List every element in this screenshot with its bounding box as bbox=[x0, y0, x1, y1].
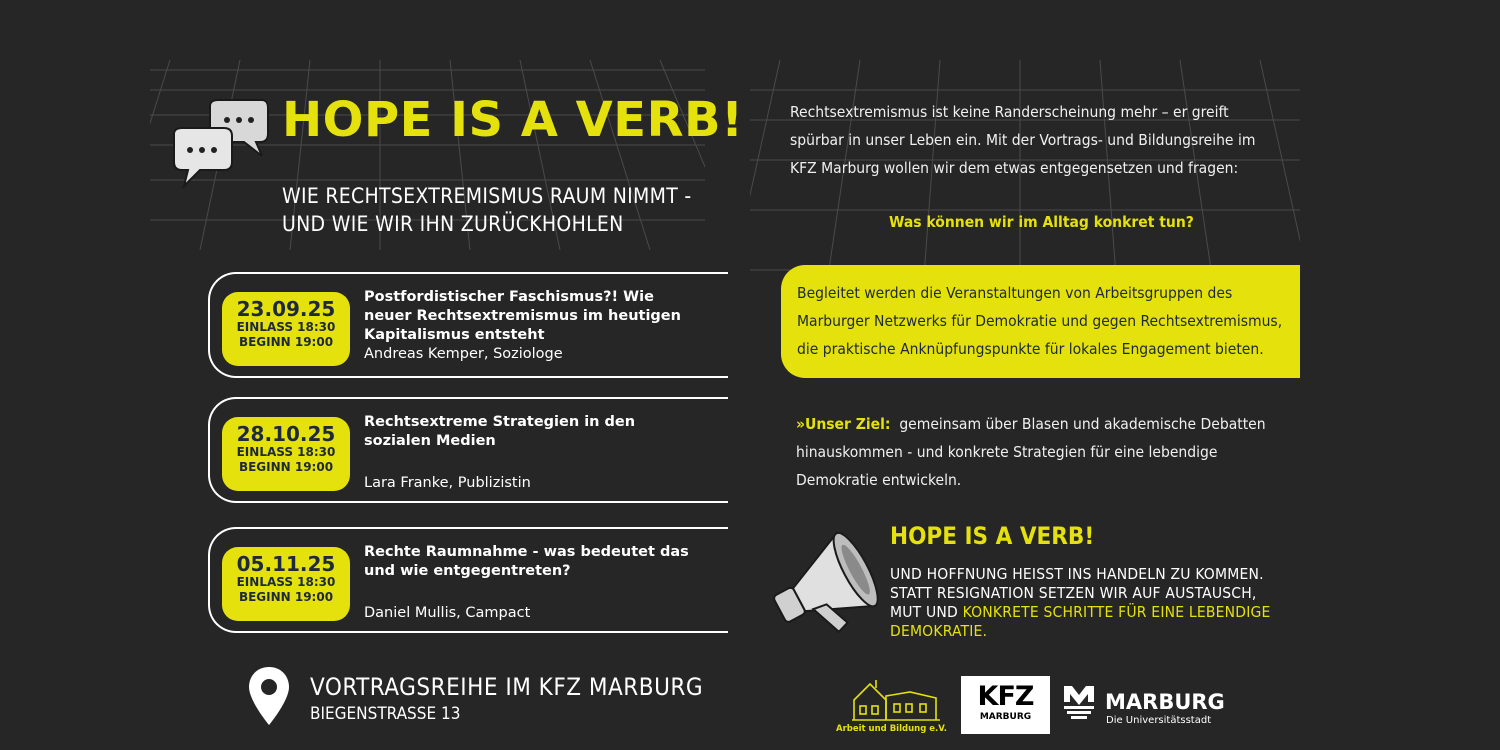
subtitle-line: WIE RECHTSEXTREMISMUS RAUM NIMMT - bbox=[282, 184, 692, 208]
goal-line: Demokratie entwickeln. bbox=[796, 471, 962, 489]
info-box-line: Marburger Netzwerks für Demokratie und gegen Rechtsextremismus, bbox=[797, 312, 1283, 330]
event-title: Postfordistischer Faschismus?! Wie neuer Rechtsextremismus im heutigen Kapitalismus entsteht bbox=[364, 289, 681, 343]
event-date: 28.10.25 bbox=[236, 422, 336, 446]
subtitle-line: UND WIE WIR IHN ZURÜCKHOHLEN bbox=[282, 212, 624, 236]
hope-highlight: DEMOKRATIE. bbox=[890, 622, 988, 640]
event-start-time: BEGINN 19:00 bbox=[238, 590, 334, 604]
event-title: Rechte Raumnahme - was bedeutet das und wie entgegentreten? bbox=[364, 544, 689, 579]
marburg-crest-icon bbox=[1062, 684, 1096, 720]
location-address: BIEGENSTRASSE 13 bbox=[310, 704, 461, 724]
event-speaker: Lara Franke, Publizistin bbox=[364, 475, 531, 491]
kfz-logo bbox=[961, 676, 1050, 734]
event-card-3 bbox=[208, 527, 728, 633]
arbeit-und-bildung-name: Arbeit und Bildung e.V. bbox=[836, 724, 947, 734]
date-badge bbox=[222, 417, 350, 491]
hope-line: STATT RESIGNATION SETZEN WIR AUF AUSTAUSCH, bbox=[890, 584, 1257, 602]
info-box-line: Begleitet werden die Veranstaltungen von Arbeitsgruppen des bbox=[797, 284, 1233, 302]
page-title: HOPE IS A VERB! bbox=[282, 92, 744, 148]
map-pin-icon bbox=[246, 665, 292, 727]
event-info bbox=[364, 288, 704, 368]
goal-label: »Unser Ziel: bbox=[796, 415, 891, 433]
section-title: HOPE IS A VERB! bbox=[890, 522, 1095, 550]
event-speaker: Daniel Mullis, Campact bbox=[364, 605, 531, 621]
kfz-logo-subtext: MARBURG bbox=[979, 712, 1032, 722]
date-badge bbox=[222, 547, 350, 621]
page-subtitle bbox=[282, 182, 691, 238]
hope-highlight: KONKRETE SCHRITTE FÜR EINE LEBENDIGE bbox=[962, 603, 1271, 621]
marburg-logo-subtext: Die Universitätsstadt bbox=[1106, 715, 1212, 726]
goal-text bbox=[796, 410, 1266, 494]
marburg-logo-text: MARBURG bbox=[1105, 690, 1225, 714]
event-date: 05.11.25 bbox=[236, 552, 336, 576]
intro-line: KFZ Marburg wollen wir dem etwas entgegensetzen und fragen: bbox=[790, 159, 1239, 177]
intro-text bbox=[790, 98, 1270, 182]
intro-line: Rechtsextremismus ist keine Randerscheinung mehr – er greift bbox=[790, 103, 1229, 121]
event-card-2 bbox=[208, 397, 728, 503]
event-entry-time: EINLASS 18:30 bbox=[236, 575, 336, 589]
arbeit-und-bildung-logo bbox=[850, 676, 942, 724]
hope-line: MUT UND bbox=[890, 603, 963, 621]
event-title: Rechtsextreme Strategien in den sozialen Medien bbox=[364, 414, 636, 449]
goal-line: hinauskommen - und konkrete Strategien für eine lebendige bbox=[796, 443, 1218, 461]
event-start-time: BEGINN 19:00 bbox=[238, 460, 334, 474]
event-speaker: Andreas Kemper, Soziologe bbox=[364, 346, 563, 362]
info-box bbox=[781, 265, 1300, 378]
date-badge bbox=[222, 292, 350, 366]
kfz-logo-text: KFZ bbox=[977, 681, 1034, 712]
event-card-1 bbox=[208, 272, 728, 378]
info-box-line: die praktische Anknüpfungspunkte für lokales Engagement bieten. bbox=[797, 340, 1264, 358]
event-info bbox=[364, 543, 704, 623]
speech-bubbles-icon bbox=[170, 98, 270, 190]
event-entry-time: EINLASS 18:30 bbox=[236, 320, 336, 334]
hope-line: UND HOFFNUNG HEISST INS HANDELN ZU KOMMEN. bbox=[890, 565, 1264, 583]
event-entry-time: EINLASS 18:30 bbox=[236, 445, 336, 459]
event-start-time: BEGINN 19:00 bbox=[238, 335, 334, 349]
intro-line: spürbar in unser Leben ein. Mit der Vortrags- und Bildungsreihe im bbox=[790, 131, 1256, 149]
goal-line: gemeinsam über Blasen und akademische Debatten bbox=[899, 415, 1266, 433]
question-heading: Was können wir im Alltag konkret tun? bbox=[889, 213, 1194, 231]
event-info bbox=[364, 413, 704, 493]
location-title: VORTRAGSREIHE IM KFZ MARBURG bbox=[310, 673, 704, 701]
hope-statement bbox=[890, 565, 1290, 641]
megaphone-icon bbox=[764, 522, 890, 650]
event-date: 23.09.25 bbox=[236, 297, 336, 321]
